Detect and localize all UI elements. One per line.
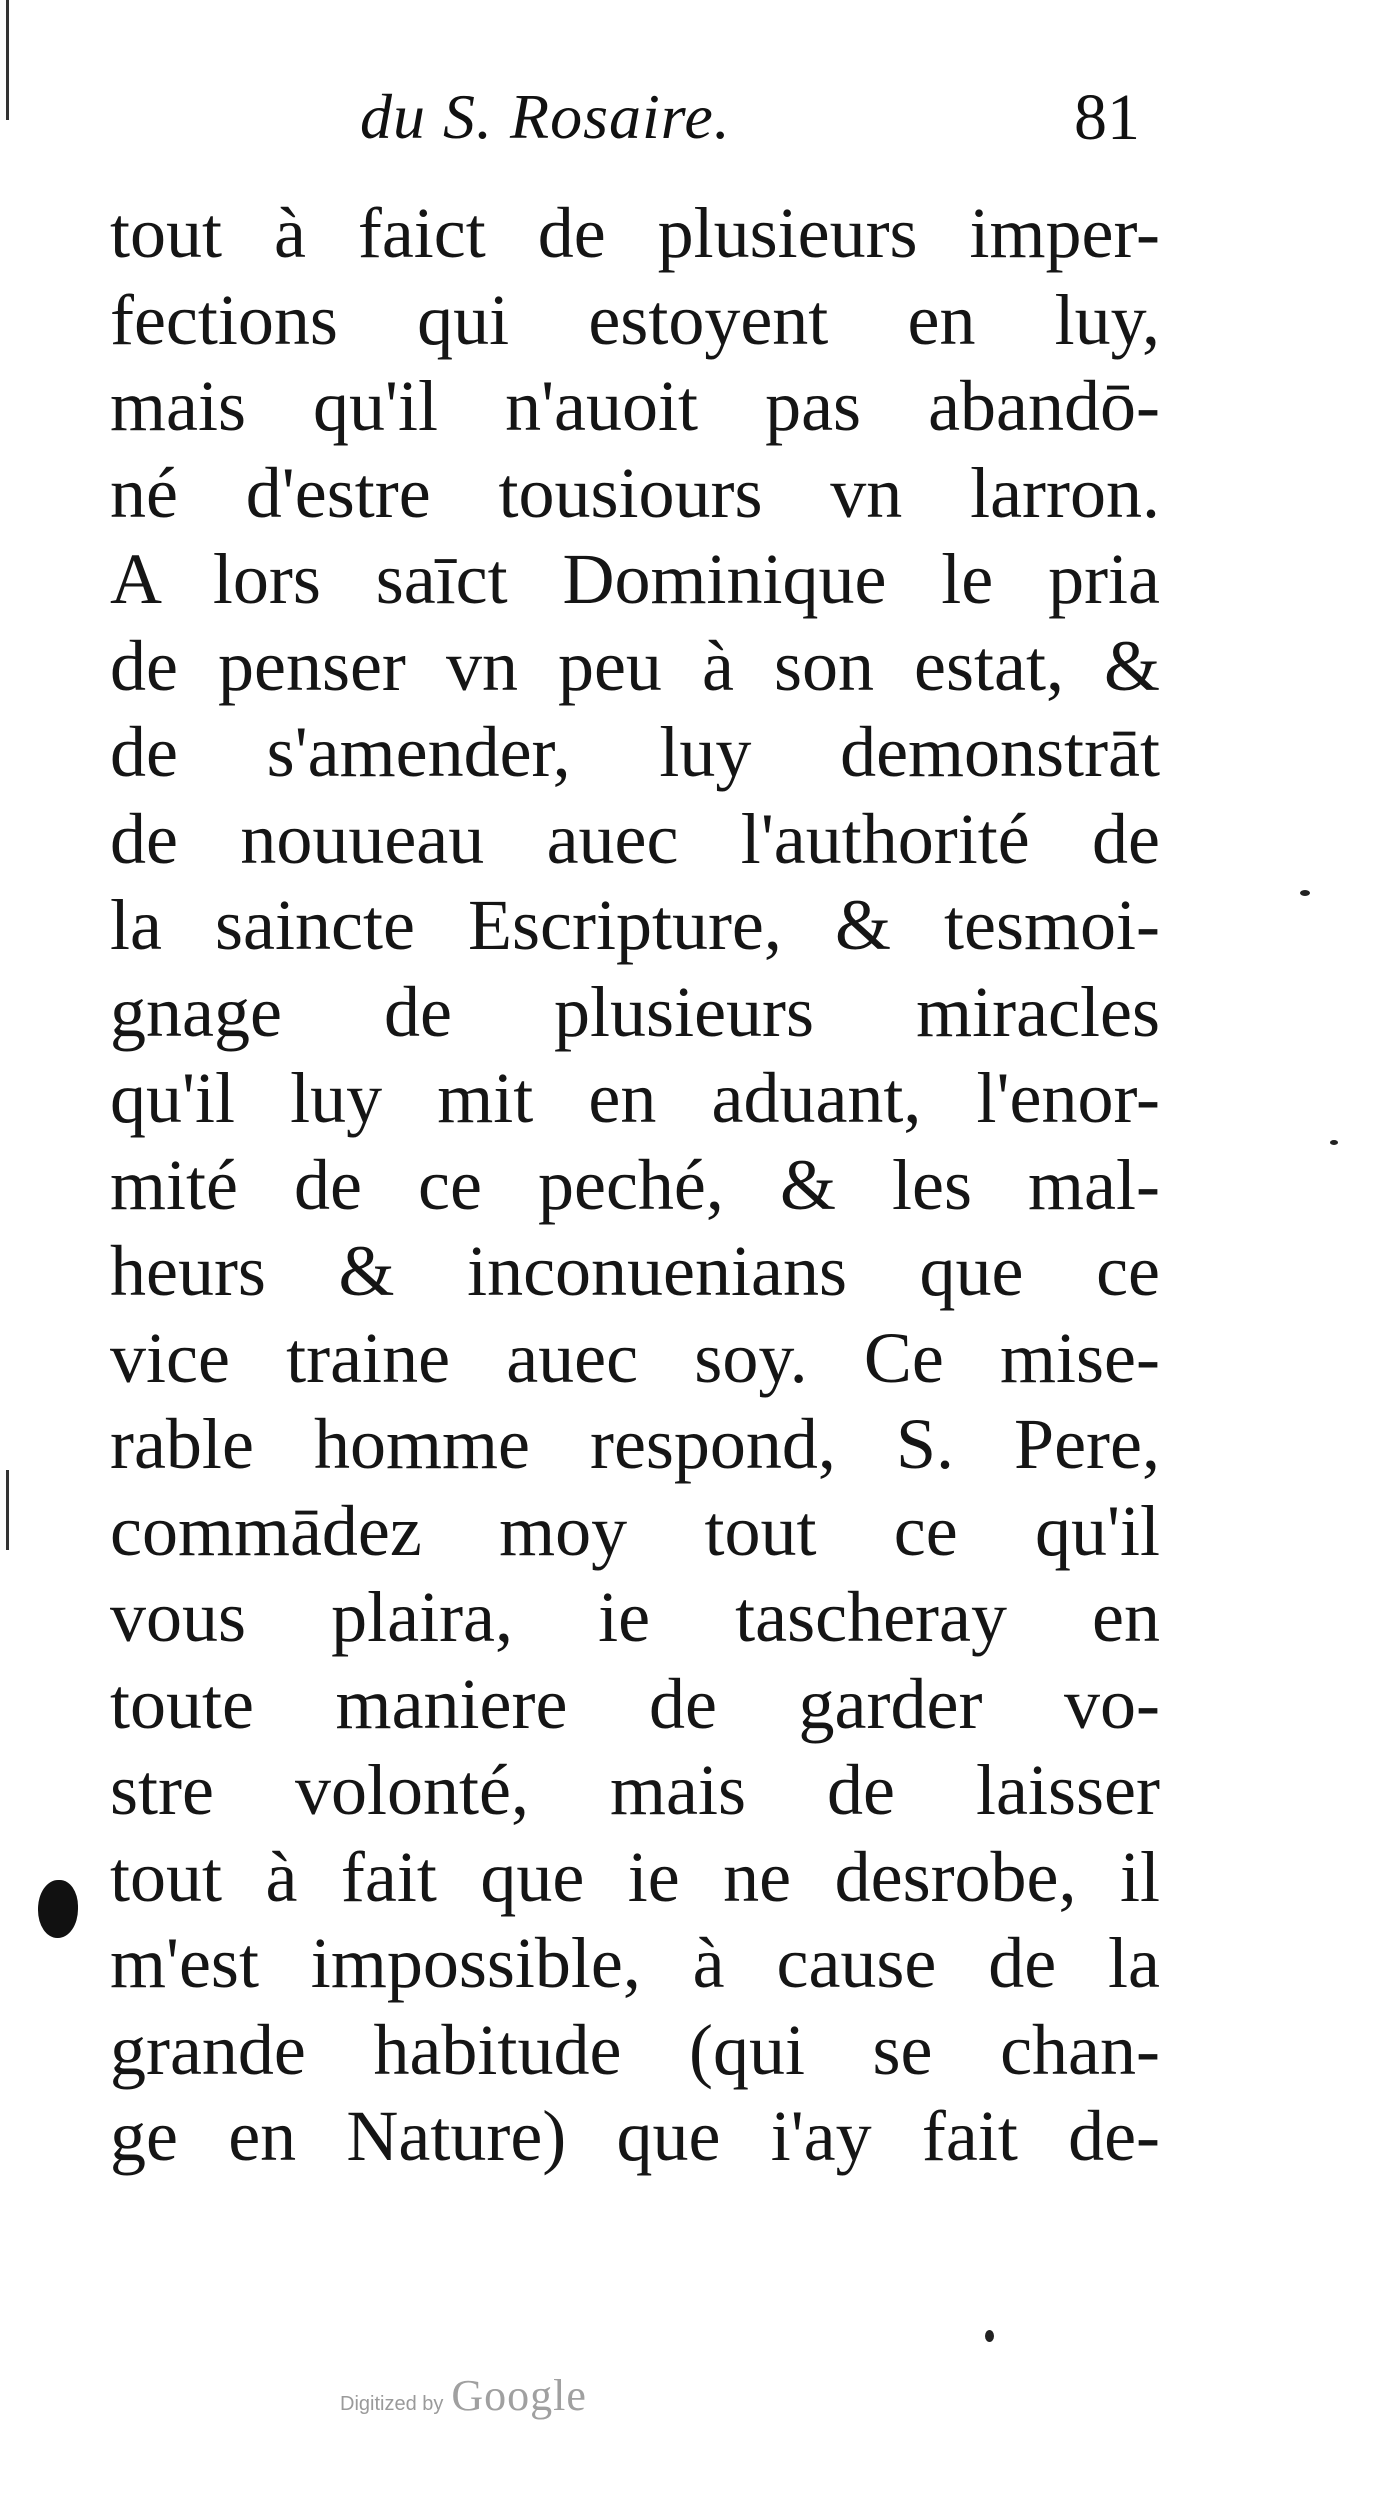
text-line: stre volonté, mais de laisser	[110, 1750, 1160, 1830]
page-number: 81	[1074, 81, 1140, 154]
text-line: gnage de plusieurs miracles	[110, 971, 1160, 1052]
digitized-label: Digitized by	[340, 2393, 444, 2415]
page-header	[360, 80, 1140, 175]
text-line: mité de ce peché, & les mal-	[110, 1144, 1160, 1225]
text-line: heurs & inconuenians que ce	[110, 1231, 1160, 1311]
text-line: commādez moy tout ce qu'il	[110, 1490, 1160, 1571]
page-edge-mark	[6, 1470, 9, 1550]
body-text	[110, 190, 1160, 2180]
text-line: fections qui estoyent en luy,	[110, 279, 1160, 360]
text-line: de s'amender, luy demonstrāt	[110, 712, 1160, 792]
text-line: m'est impossible, à cause de la	[110, 1923, 1160, 2003]
text-line: tout à faict de plusieurs imper-	[110, 193, 1160, 273]
text-line: qu'il luy mit en aduant, l'enor-	[110, 1058, 1160, 1138]
digitization-watermark	[340, 2370, 587, 2430]
text-line: rable homme respond, S. Pere,	[110, 1404, 1160, 1484]
ink-blot	[38, 1880, 78, 1938]
text-line: grande habitude (qui se chan-	[110, 2009, 1160, 2090]
text-line: A lors saīct Dominique le pria	[110, 539, 1160, 619]
page-edge-mark	[6, 0, 9, 120]
text-line: de penser vn peu à son estat, &	[110, 625, 1160, 706]
text-line: vous plaira, ie tascheray en	[110, 1577, 1160, 1657]
text-line: toute maniere de garder vo-	[110, 1663, 1160, 1744]
text-line: ge en Nature) que i'ay fait de-	[110, 2096, 1160, 2176]
text-line: tout à fait que ie ne desrobe, il	[110, 1836, 1160, 1917]
text-line: de nouueau auec l'authorité de	[110, 798, 1160, 879]
google-wordmark: Google	[451, 2371, 587, 2420]
ink-speck	[1330, 1140, 1338, 1145]
text-line: né d'estre tousiours vn larron.	[110, 452, 1160, 533]
text-line: la saincte Escripture, & tesmoi-	[110, 885, 1160, 965]
ink-speck	[985, 2330, 994, 2342]
text-line: vice traine auec soy. Ce mise-	[110, 1317, 1160, 1398]
running-title: du S. Rosaire.	[360, 81, 731, 152]
text-line: mais qu'il n'auoit pas abandō-	[110, 366, 1160, 446]
ink-speck	[1300, 890, 1310, 896]
